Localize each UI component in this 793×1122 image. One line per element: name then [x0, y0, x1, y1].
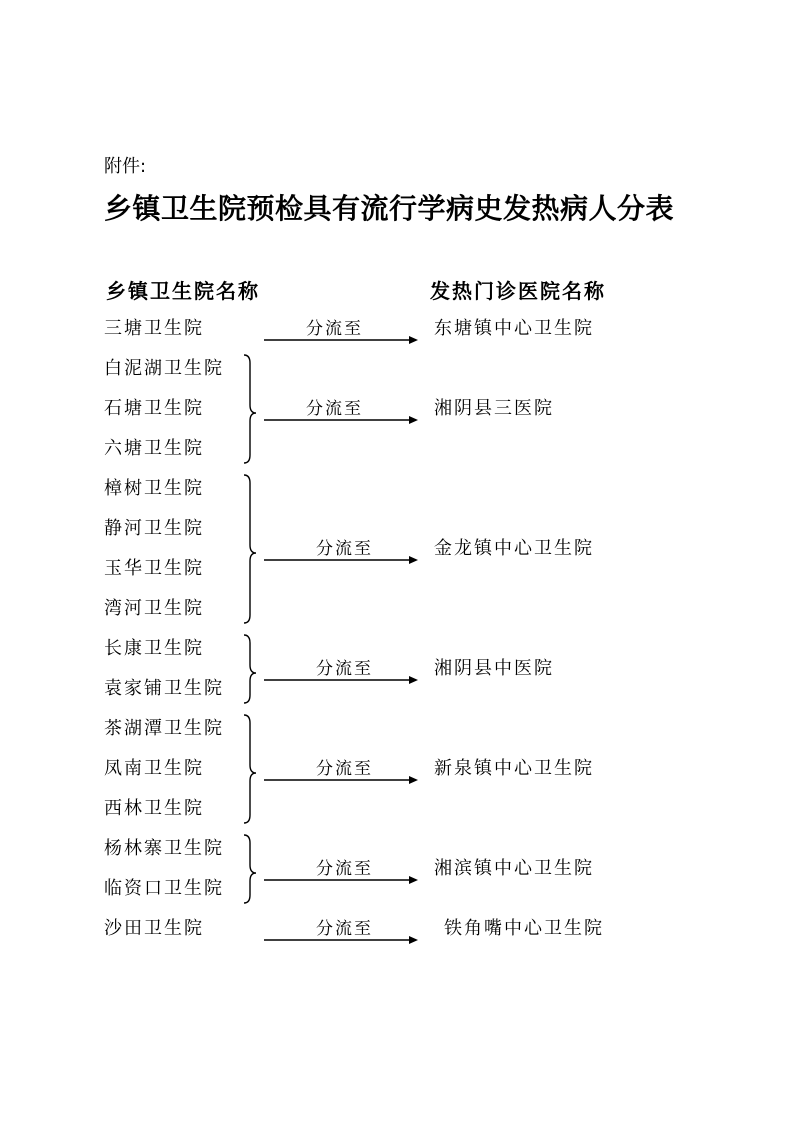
flow-arrowhead — [409, 416, 418, 424]
group-brace — [244, 355, 256, 463]
fever-clinic-hospital-name: 金龙镇中心卫生院 — [434, 538, 594, 559]
township-hospital-name: 袁家铺卫生院 — [104, 678, 224, 699]
township-hospital-name: 樟树卫生院 — [104, 478, 204, 499]
flow-arrowhead — [409, 936, 418, 944]
fever-clinic-hospital-name: 铁角嘴中心卫生院 — [444, 918, 604, 939]
township-hospital-name: 杨林寨卫生院 — [104, 838, 224, 859]
flow-label: 分流至 — [316, 539, 373, 559]
flow-label: 分流至 — [316, 759, 373, 779]
township-hospital-name: 六塘卫生院 — [104, 438, 204, 459]
flow-label: 分流至 — [306, 319, 363, 339]
flow-arrowhead — [409, 776, 418, 784]
township-hospital-name: 静河卫生院 — [104, 518, 204, 539]
township-hospital-name: 三塘卫生院 — [104, 318, 204, 339]
fever-clinic-hospital-name: 东塘镇中心卫生院 — [434, 318, 594, 339]
township-hospital-name: 玉华卫生院 — [104, 558, 204, 579]
township-hospital-name: 湾河卫生院 — [104, 598, 204, 619]
fever-clinic-hospital-name: 湘阴县三医院 — [434, 398, 554, 419]
township-hospital-name: 临资口卫生院 — [104, 878, 224, 899]
flow-arrowhead — [409, 556, 418, 564]
township-hospital-name: 长康卫生院 — [104, 638, 204, 659]
flow-label: 分流至 — [306, 399, 363, 419]
attachment-label: 附件: — [104, 156, 147, 177]
township-hospital-name: 凤南卫生院 — [104, 758, 204, 779]
group-brace — [244, 475, 256, 623]
flow-arrowhead — [409, 676, 418, 684]
fever-clinic-hospital-name: 新泉镇中心卫生院 — [434, 758, 594, 779]
flow-arrowhead — [409, 336, 418, 344]
flow-label: 分流至 — [316, 859, 373, 879]
township-hospital-name: 茶湖潭卫生院 — [104, 718, 224, 739]
township-hospital-name: 石塘卫生院 — [104, 398, 204, 419]
header-township-hospital-name: 乡镇卫生院名称 — [106, 279, 260, 303]
group-brace — [244, 635, 256, 703]
document-title: 乡镇卫生院预检具有流行学病史发热病人分表 — [104, 192, 675, 225]
fever-clinic-hospital-name: 湘滨镇中心卫生院 — [434, 858, 594, 879]
header-fever-clinic-hospital-name: 发热门诊医院名称 — [430, 279, 606, 303]
flow-label: 分流至 — [316, 919, 373, 939]
fever-clinic-hospital-name: 湘阴县中医院 — [434, 658, 554, 679]
flow-label: 分流至 — [316, 659, 373, 679]
flow-arrowhead — [409, 876, 418, 884]
township-hospital-name: 白泥湖卫生院 — [104, 358, 224, 379]
group-brace — [244, 715, 256, 823]
township-hospital-name: 沙田卫生院 — [104, 918, 204, 939]
group-brace — [244, 835, 256, 903]
township-hospital-name: 西林卫生院 — [104, 798, 204, 819]
